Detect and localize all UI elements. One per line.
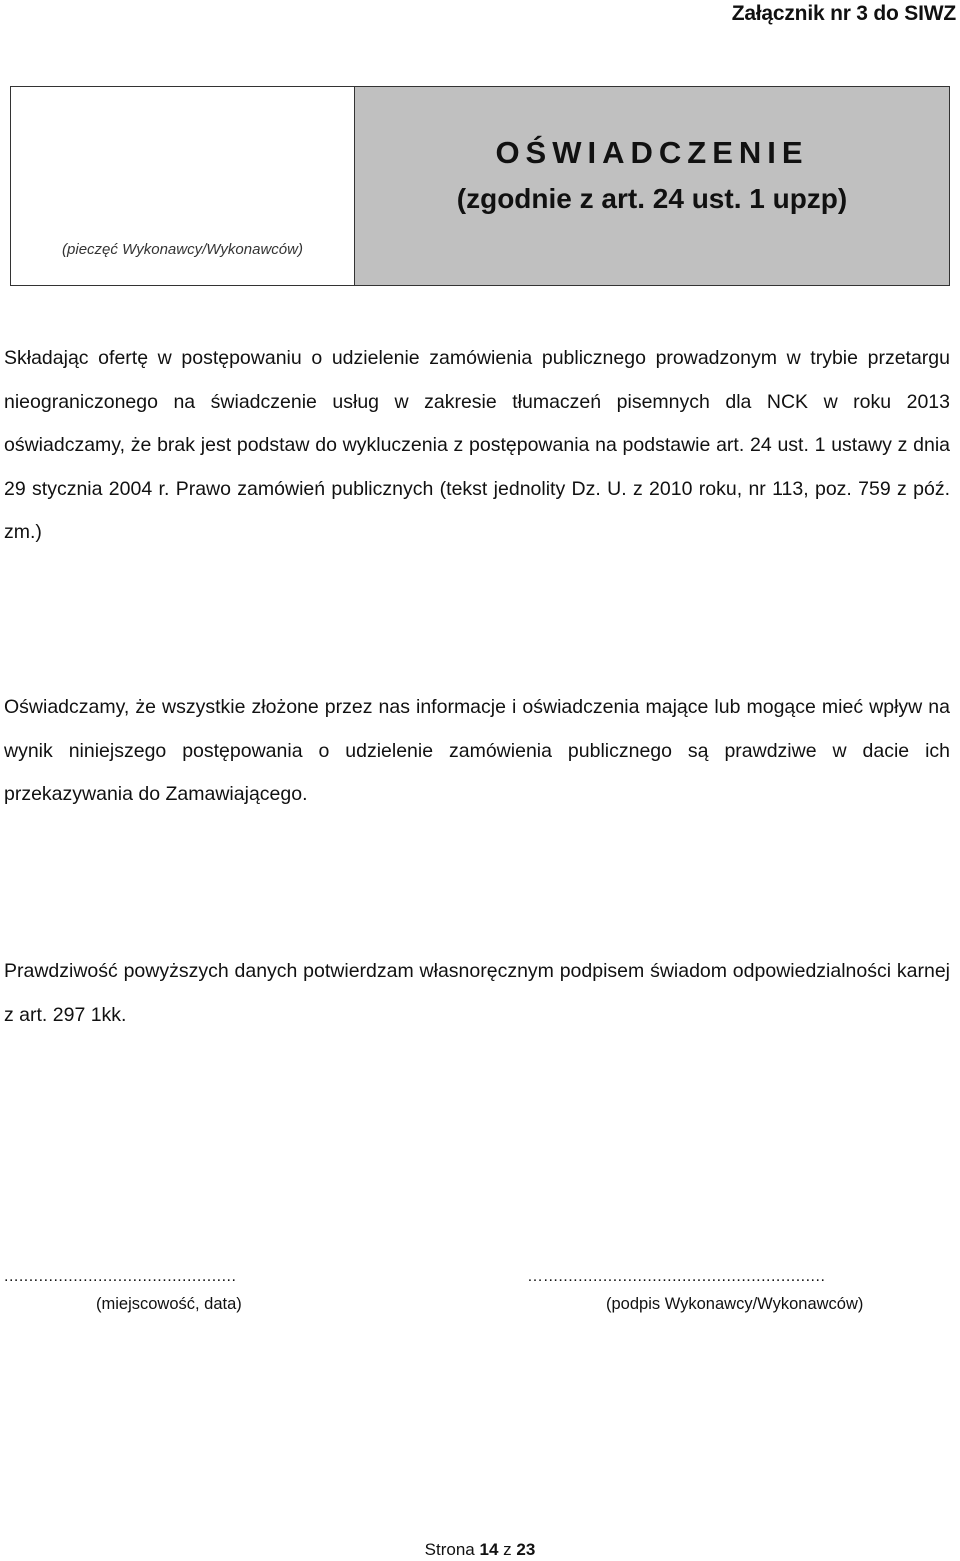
footer-separator: z xyxy=(503,1540,512,1559)
signature-label: (podpis Wykonawcy/Wykonawców) xyxy=(606,1295,864,1313)
paragraph-declaration: Składając ofertę w postępowaniu o udzielenie zamówienia publicznego prowadzonym w trybie przetargu nieograniczonego na świadczenie usług w zakresie tłumaczeń pisemnych dla NCK w roku 2013 oświadczamy, że brak jest podstaw do wykluczenia z postępowania na podstawie art. 24 ust. 1 ustawy z dnia 29 stycznia 2004 r. Prawo zamówień publicznych (tekst jednolity Dz. U. z 2010 roku, nr 113, poz. 759 z póź. zm.) xyxy=(4,347,950,543)
signature-line: …......................................................... xyxy=(527,1268,826,1285)
place-date-label: (miejscowość, data) xyxy=(96,1295,242,1313)
document-title: OŚWIADCZENIE xyxy=(495,135,809,170)
annex-label: Załącznik nr 3 do SIWZ xyxy=(731,2,956,25)
stamp-label: (pieczęć Wykonawcy/Wykonawców) xyxy=(62,241,303,258)
title-cell xyxy=(355,87,949,285)
footer-page-number: 14 xyxy=(479,1540,499,1559)
stamp-cell xyxy=(11,87,355,285)
paragraph-truthfulness: Oświadczamy, że wszystkie złożone przez nas informacje i oświadczenia mające lub mogące mieć wpływ na wynik niniejszego postępowania o udzielenie zamówienia publicznego są prawdziwe w dacie ich przekazywania do Zamawiającego. xyxy=(4,696,950,805)
footer-prefix: Strona xyxy=(424,1540,475,1559)
paragraph-liability: Prawdziwość powyższych danych potwierdzam własnoręcznym podpisem świadom odpowiedzialności karnej z art. 297 1kk. xyxy=(4,960,950,1026)
document-subtitle: (zgodnie z art. 24 ust. 1 upzp) xyxy=(456,183,848,214)
page-footer xyxy=(0,1540,960,1560)
header-table xyxy=(10,86,950,286)
footer-page-total: 23 xyxy=(516,1540,536,1559)
place-date-line: ............................................... xyxy=(4,1268,237,1285)
